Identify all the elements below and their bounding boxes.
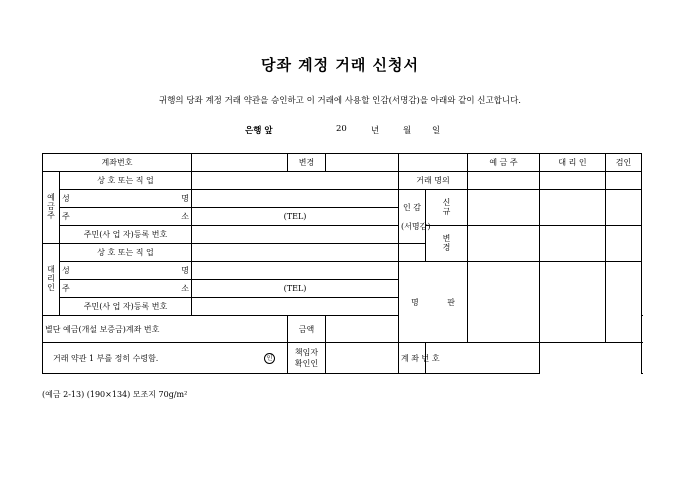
year-prefix: 20 — [336, 124, 347, 134]
card-review-field[interactable] — [606, 262, 642, 343]
seal-change-depositor-field[interactable] — [468, 226, 540, 262]
agent-name-label: 성 명 — [60, 262, 192, 280]
depositor-column-header: 예 금 주 — [468, 154, 540, 172]
agent-name-field[interactable] — [192, 262, 399, 280]
agent-address-label: 주 소 — [60, 280, 192, 298]
seal-change-review-field[interactable] — [606, 226, 642, 262]
seal-new-agent-field[interactable] — [540, 190, 606, 226]
agent-name-or-position-label: 상 호 또는 직 업 — [60, 244, 192, 262]
amount-label: 금액 — [288, 316, 326, 343]
transaction-name-review-field[interactable] — [606, 172, 642, 190]
account-number-label: 계 좌 번 호 — [399, 343, 426, 374]
account-no-field[interactable] — [192, 154, 288, 172]
amount-field[interactable] — [326, 316, 399, 343]
depositor-name-label: 성 명 — [60, 190, 192, 208]
terms-receipt-row — [43, 343, 288, 374]
agent-section-label: 대리인 — [43, 244, 60, 316]
application-form-table — [42, 153, 642, 374]
seal-mark-icon: 인 — [264, 353, 275, 364]
depositor-address-label: 주 소 — [60, 208, 192, 226]
depositor-name-field[interactable] — [192, 190, 399, 208]
seal-new-review-field[interactable] — [606, 190, 642, 226]
account-number-field[interactable] — [426, 343, 540, 374]
year-label: 년 — [371, 126, 380, 136]
agent-reg-no-field[interactable] — [192, 298, 399, 316]
transaction-name-agent-field[interactable] — [540, 172, 606, 190]
responsible-confirmer-field[interactable] — [326, 343, 399, 374]
transaction-name-depositor-field[interactable] — [468, 172, 540, 190]
seal-new-depositor-field[interactable] — [468, 190, 540, 226]
bank-addressee: 은행 앞 — [245, 126, 273, 136]
form-title: 당좌 계정 거래 신청서 — [260, 56, 420, 74]
transaction-name-label: 거래 명의 — [399, 172, 468, 190]
header-row — [43, 154, 642, 172]
agent-name-or-position-field[interactable] — [192, 244, 399, 262]
day-label: 일 — [432, 126, 441, 136]
depositor-reg-no-field[interactable] — [192, 226, 399, 244]
agent-column-header: 대 리 인 — [540, 154, 606, 172]
responsible-confirmer-label: 책임자 확인인 — [288, 343, 326, 374]
account-no-label: 계좌번호 — [43, 154, 192, 172]
form-footnote: (예금 2-13) (190×134) 모조지 70g/m² — [42, 390, 188, 399]
depositor-name-or-position-field[interactable] — [192, 172, 399, 190]
seal-blank — [399, 244, 426, 262]
header-blank — [399, 154, 468, 172]
seal-change-agent-field[interactable] — [540, 226, 606, 262]
agent-reg-no-label: 주민(사 업 자)등록 번호 — [60, 298, 192, 316]
change-label: 변경 — [288, 154, 326, 172]
depositor-reg-no-label: 주민(사 업 자)등록 번호 — [60, 226, 192, 244]
agent-address-field[interactable]: (TEL) — [192, 280, 399, 298]
month-label: 월 — [403, 126, 412, 136]
card-label: 명 판 — [399, 262, 468, 343]
seal-label: 인 감 (서명감) — [399, 190, 426, 244]
card-depositor-field[interactable] — [468, 262, 540, 343]
depositor-section-label: 예금주 — [43, 172, 60, 244]
depositor-name-or-position-label: 상 호 또는 직 업 — [60, 172, 192, 190]
seal-new-label: 신규 — [426, 190, 468, 226]
seal-change-label: 변경 — [426, 226, 468, 262]
separate-account-label: 별단 예금(개설 보증금)계좌 번호 — [43, 316, 288, 343]
intro-statement: 귀행의 당좌 계정 거래 약관을 승인하고 이 거래에 사용할 인감(서명감)을 아래와 같이 신고합니다. — [159, 96, 521, 106]
review-column-header: 검인 — [606, 154, 642, 172]
depositor-address-field[interactable]: (TEL) — [192, 208, 399, 226]
terms-receipt-text: 거래 약관 1 부를 정히 수령함. — [53, 353, 159, 363]
change-field[interactable] — [326, 154, 399, 172]
card-agent-field[interactable] — [540, 262, 606, 343]
